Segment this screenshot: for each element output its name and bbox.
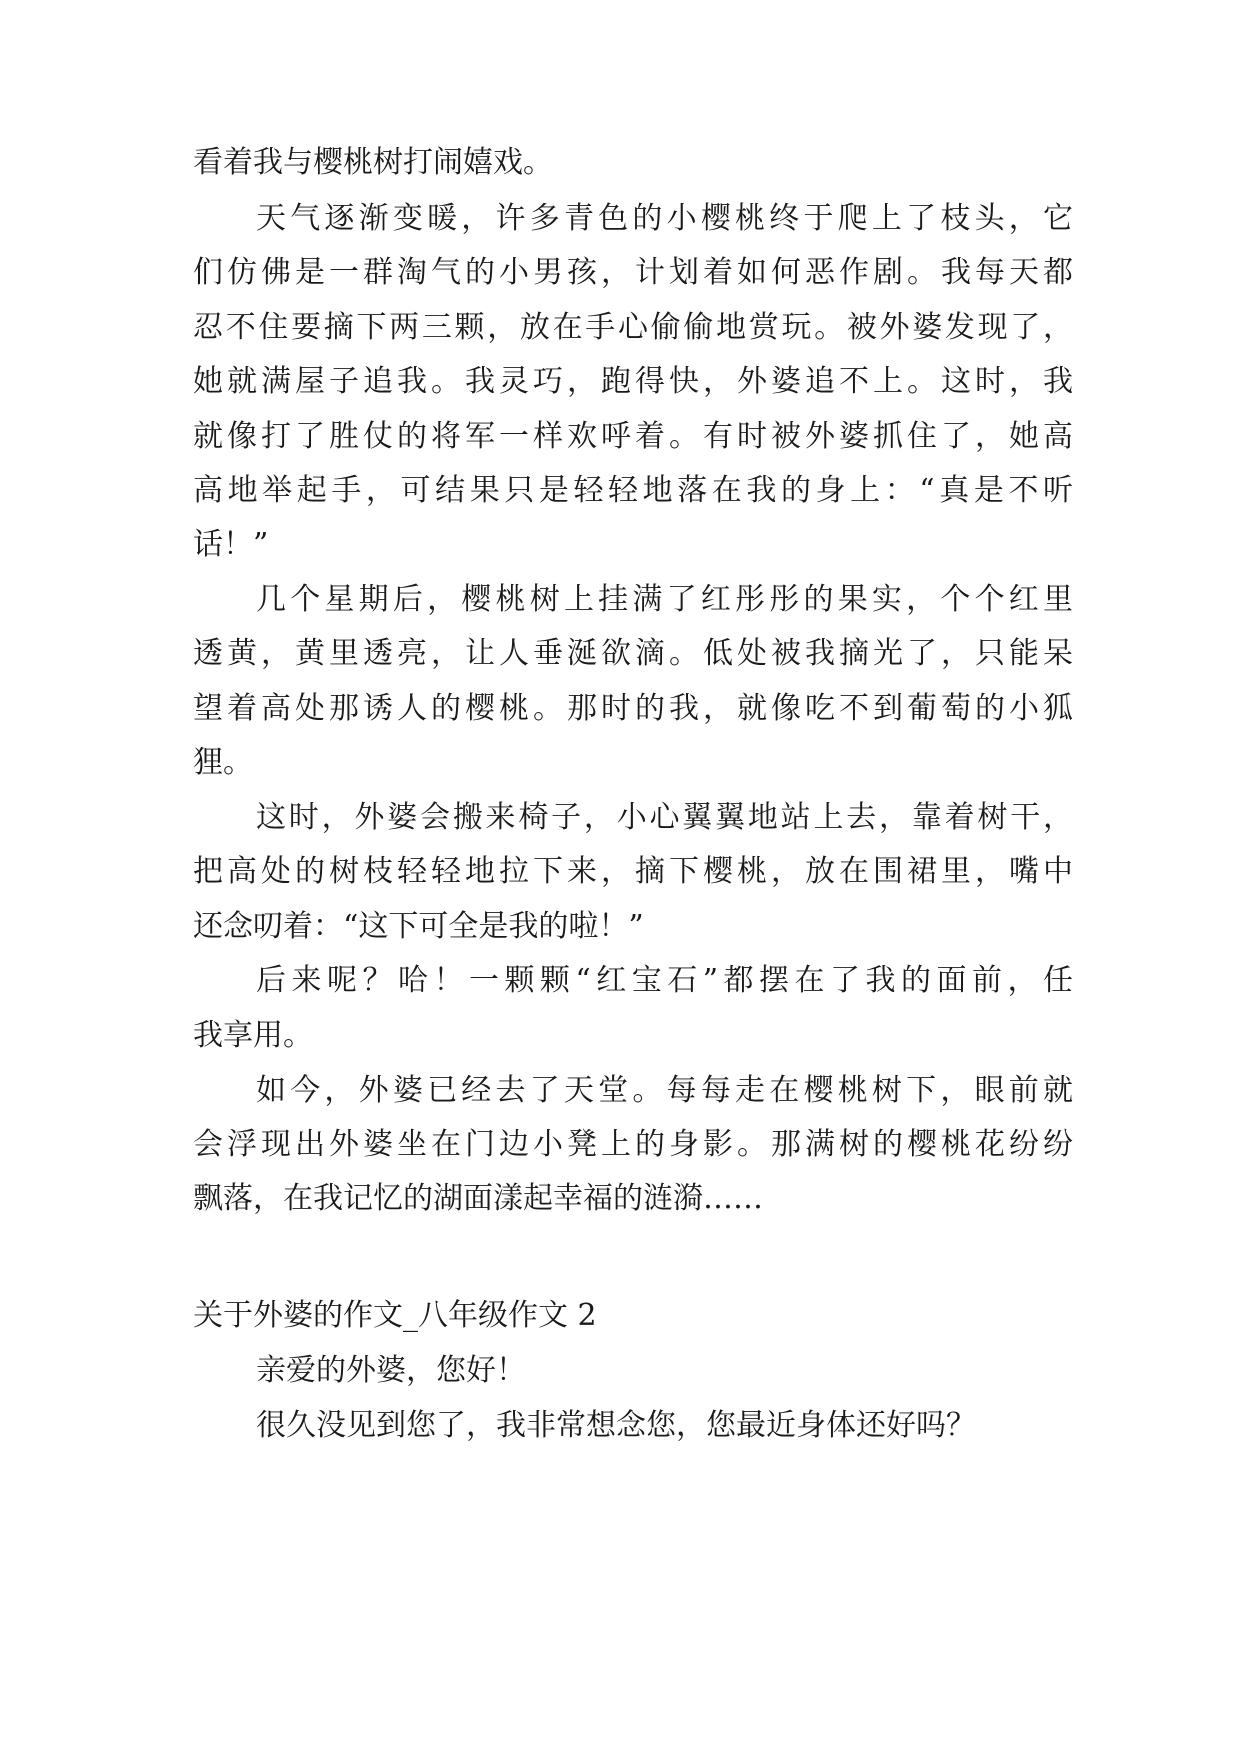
letter-line: 很久没见到您了，我非常想念您，您最近身体还好吗？ xyxy=(256,1408,976,1443)
paragraph-line: 我享用。 xyxy=(193,1018,313,1053)
paragraph-line: 忍不住要摘下两三颗，放在手心偷偷地赏玩。被外婆发现了， xyxy=(193,310,1073,345)
paragraph-line: 如今，外婆已经去了天堂。每每走在樱桃树下，眼前就 xyxy=(256,1073,1073,1108)
paragraph-line: 高地举起手，可结果只是轻轻地落在我的身上：“真是不听 xyxy=(193,473,1073,508)
letter-greeting: 亲爱的外婆，您好！ xyxy=(256,1353,526,1388)
paragraph-line: 飘落，在我记忆的湖面漾起幸福的涟漪…… xyxy=(193,1181,763,1216)
paragraph-line: 几个星期后，樱桃树上挂满了红彤彤的果实，个个红里 xyxy=(256,582,1073,617)
paragraph-line: 还念叨着：“这下可全是我的啦！” xyxy=(193,909,644,944)
paragraph-line: 透黄，黄里透亮，让人垂涎欲滴。低处被我摘光了，只能呆 xyxy=(193,636,1073,671)
paragraph-line: 后来呢？哈！一颗颗“红宝石”都摆在了我的面前，任 xyxy=(256,963,1073,998)
paragraph-line: 这时，外婆会搬来椅子，小心翼翼地站上去，靠着树干， xyxy=(256,800,1073,835)
paragraph-line: 她就满屋子追我。我灵巧，跑得快，外婆追不上。这时，我 xyxy=(193,364,1073,399)
paragraph-line: 就像打了胜仗的将军一样欢呼着。有时被外婆抓住了，她高 xyxy=(193,419,1073,454)
paragraph-line: 会浮现出外婆坐在门边小凳上的身影。那满树的樱桃花纷纷 xyxy=(193,1127,1073,1162)
paragraph-line: 看着我与樱桃树打闹嬉戏。 xyxy=(193,145,553,180)
paragraph-line: 望着高处那诱人的樱桃。那时的我，就像吃不到葡萄的小狐 xyxy=(193,691,1073,726)
section-title: 关于外婆的作文_八年级作文 2 xyxy=(193,1298,597,1333)
paragraph-line: 天气逐渐变暖，许多青色的小樱桃终于爬上了枝头，它 xyxy=(256,201,1073,236)
paragraph-line: 狸。 xyxy=(193,745,253,780)
paragraph-line: 把高处的树枝轻轻地拉下来，摘下樱桃，放在围裙里，嘴中 xyxy=(193,854,1073,889)
paragraph-line: 们仿佛是一群淘气的小男孩，计划着如何恶作剧。我每天都 xyxy=(193,255,1073,290)
paragraph-line: 话！” xyxy=(193,527,269,562)
